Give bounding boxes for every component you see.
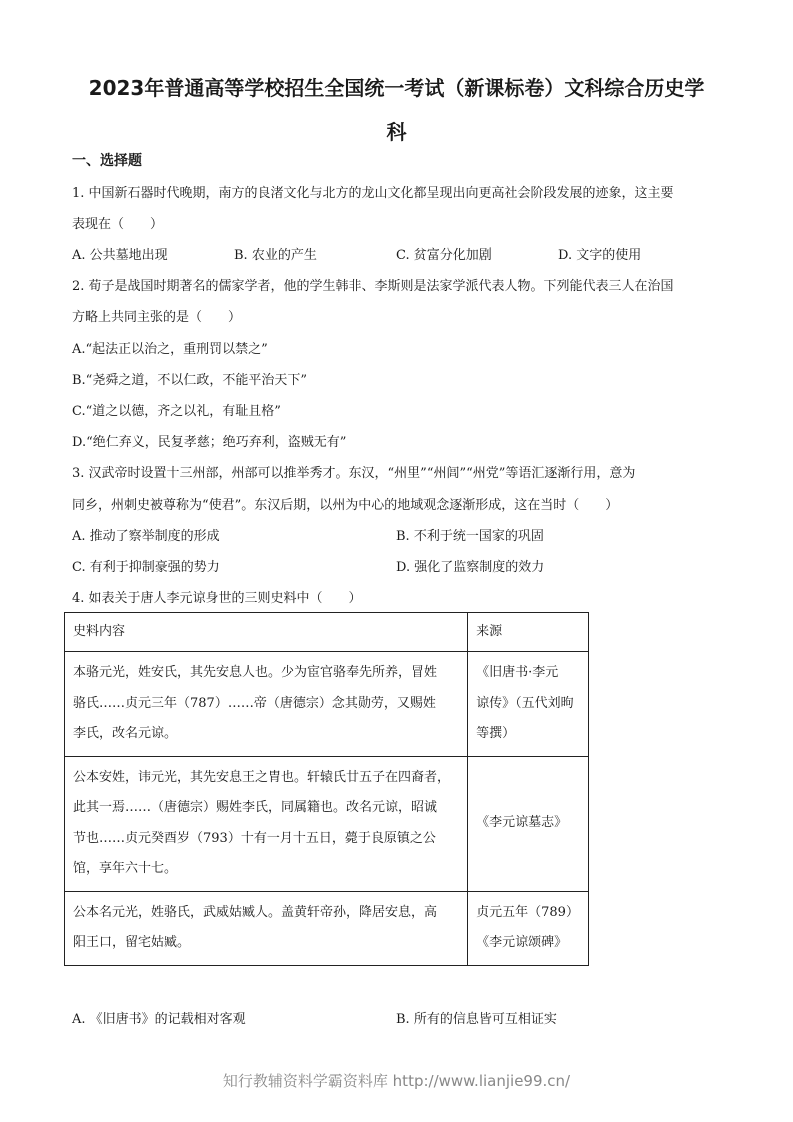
q2-option-a: A.“起法正以治之，重刑罚以禁之” [72, 342, 268, 357]
table-row [65, 652, 589, 757]
source-table [64, 612, 589, 966]
q2-option-d: D.“绝仁弃义，民复孝慈；绝巧弃利，盗贼无有” [72, 435, 347, 450]
q4-stem: 4. 如表关于唐人李元谅身世的三则史料中（ ） [72, 591, 362, 606]
cell-line: 此其一焉……（唐德宗）赐姓李氏，同属籍也。改名元谅，昭诚 [73, 800, 438, 815]
q2-stem-line-2: 方略上共同主张的是（ ） [72, 310, 242, 325]
cell-line: 等撰） [476, 726, 516, 741]
q1-option-d: D. 文字的使用 [558, 248, 642, 263]
table-row [65, 756, 589, 891]
table-cell-source [468, 891, 589, 965]
table-header-source: 来源 [468, 613, 589, 652]
table-cell-content [65, 756, 468, 891]
section-heading: 一、选择题 [72, 153, 142, 169]
q3-option-b: B. 不利于统一国家的巩固 [396, 529, 544, 544]
cell-line: 李氏，改名元谅。 [73, 726, 178, 741]
table-header-row [65, 613, 589, 652]
cell-line: 馆，享年六十七。 [73, 861, 178, 876]
table-cell-source [468, 652, 589, 757]
title-line-2: 科 [386, 120, 407, 144]
cell-line: 公本名元光，姓骆氏，武威姑臧人。盖黄轩帝孙，降居安息，高 [73, 904, 438, 920]
title-line-1: 2023年普通高等学校招生全国统一考试（新课标卷）文科综合历史学 [88, 76, 705, 100]
q1-option-b: B. 农业的产生 [234, 248, 317, 263]
q4-option-a: A. 《旧唐书》的记载相对客观 [72, 1012, 246, 1027]
cell-line: 《李元谅墓志》 [476, 815, 568, 831]
table-header-content: 史料内容 [65, 613, 468, 652]
cell-line: 本骆元光，姓安氏，其先安息人也。少为宦官骆奉先所养，冒姓 [73, 665, 438, 680]
q1-stem-line-2: 表现在（ ） [72, 217, 164, 232]
q3-stem-line-1: 3. 汉武帝时设置十三州部，州部可以推举秀才。东汉，“州里”“州闾”“州党”等语汇逐渐行用，意为 [72, 466, 636, 481]
q1-option-a: A. 公共墓地出现 [72, 248, 168, 263]
table-row [65, 891, 589, 965]
q3-option-d: D. 强化了监察制度的效力 [396, 560, 545, 575]
cell-line: 《旧唐书·李元 [476, 665, 559, 680]
table-cell-content [65, 652, 468, 757]
cell-line: 贞元五年（789） [476, 904, 579, 920]
q4-option-b: B. 所有的信息皆可互相证实 [396, 1012, 557, 1027]
cell-line: 节也……贞元癸酉岁（793）十有一月十五日，薨于良原镇之公 [73, 830, 436, 846]
cell-line: 谅传》（五代刘昫 [476, 695, 574, 711]
q2-option-b: B.“尧舜之道，不以仁政，不能平治天下” [72, 373, 307, 388]
footer-watermark: 知行教辅资料学霸资料库 http://www.lianjie99.cn/ [222, 1072, 571, 1090]
q3-option-a: A. 推动了察举制度的形成 [72, 529, 220, 544]
q2-stem-line-1: 2. 荀子是战国时期著名的儒家学者，他的学生韩非、李斯则是法家学派代表人物。下列能代表三人在治国 [72, 279, 674, 294]
cell-line: 阳王口，留宅姑臧。 [73, 935, 191, 950]
q3-stem-line-2: 同乡，州刺史被尊称为“使君”。东汉后期，以州为中心的地域观念逐渐形成，这在当时（ ） [72, 498, 619, 513]
page-title [60, 66, 733, 154]
q1-option-c: C. 贫富分化加剧 [396, 248, 492, 263]
table-cell-source [468, 756, 589, 891]
q2-option-c: C.“道之以德，齐之以礼，有耻且格” [72, 404, 281, 419]
q3-option-c: C. 有利于抑制豪强的势力 [72, 560, 220, 575]
cell-line: 骆氏……贞元三年（787）……帝（唐德宗）念其勋劳，又赐姓 [73, 695, 436, 711]
cell-line: 《李元谅颂碑》 [476, 935, 568, 950]
cell-line: 公本安姓，讳元光，其先安息王之胄也。轩辕氏廿五子在四裔者， [73, 769, 451, 785]
table-cell-content [65, 891, 468, 965]
q1-stem-line-1: 1. 中国新石器时代晚期，南方的良渚文化与北方的龙山文化都呈现出向更高社会阶段发展的迹象，这主要 [72, 186, 674, 201]
